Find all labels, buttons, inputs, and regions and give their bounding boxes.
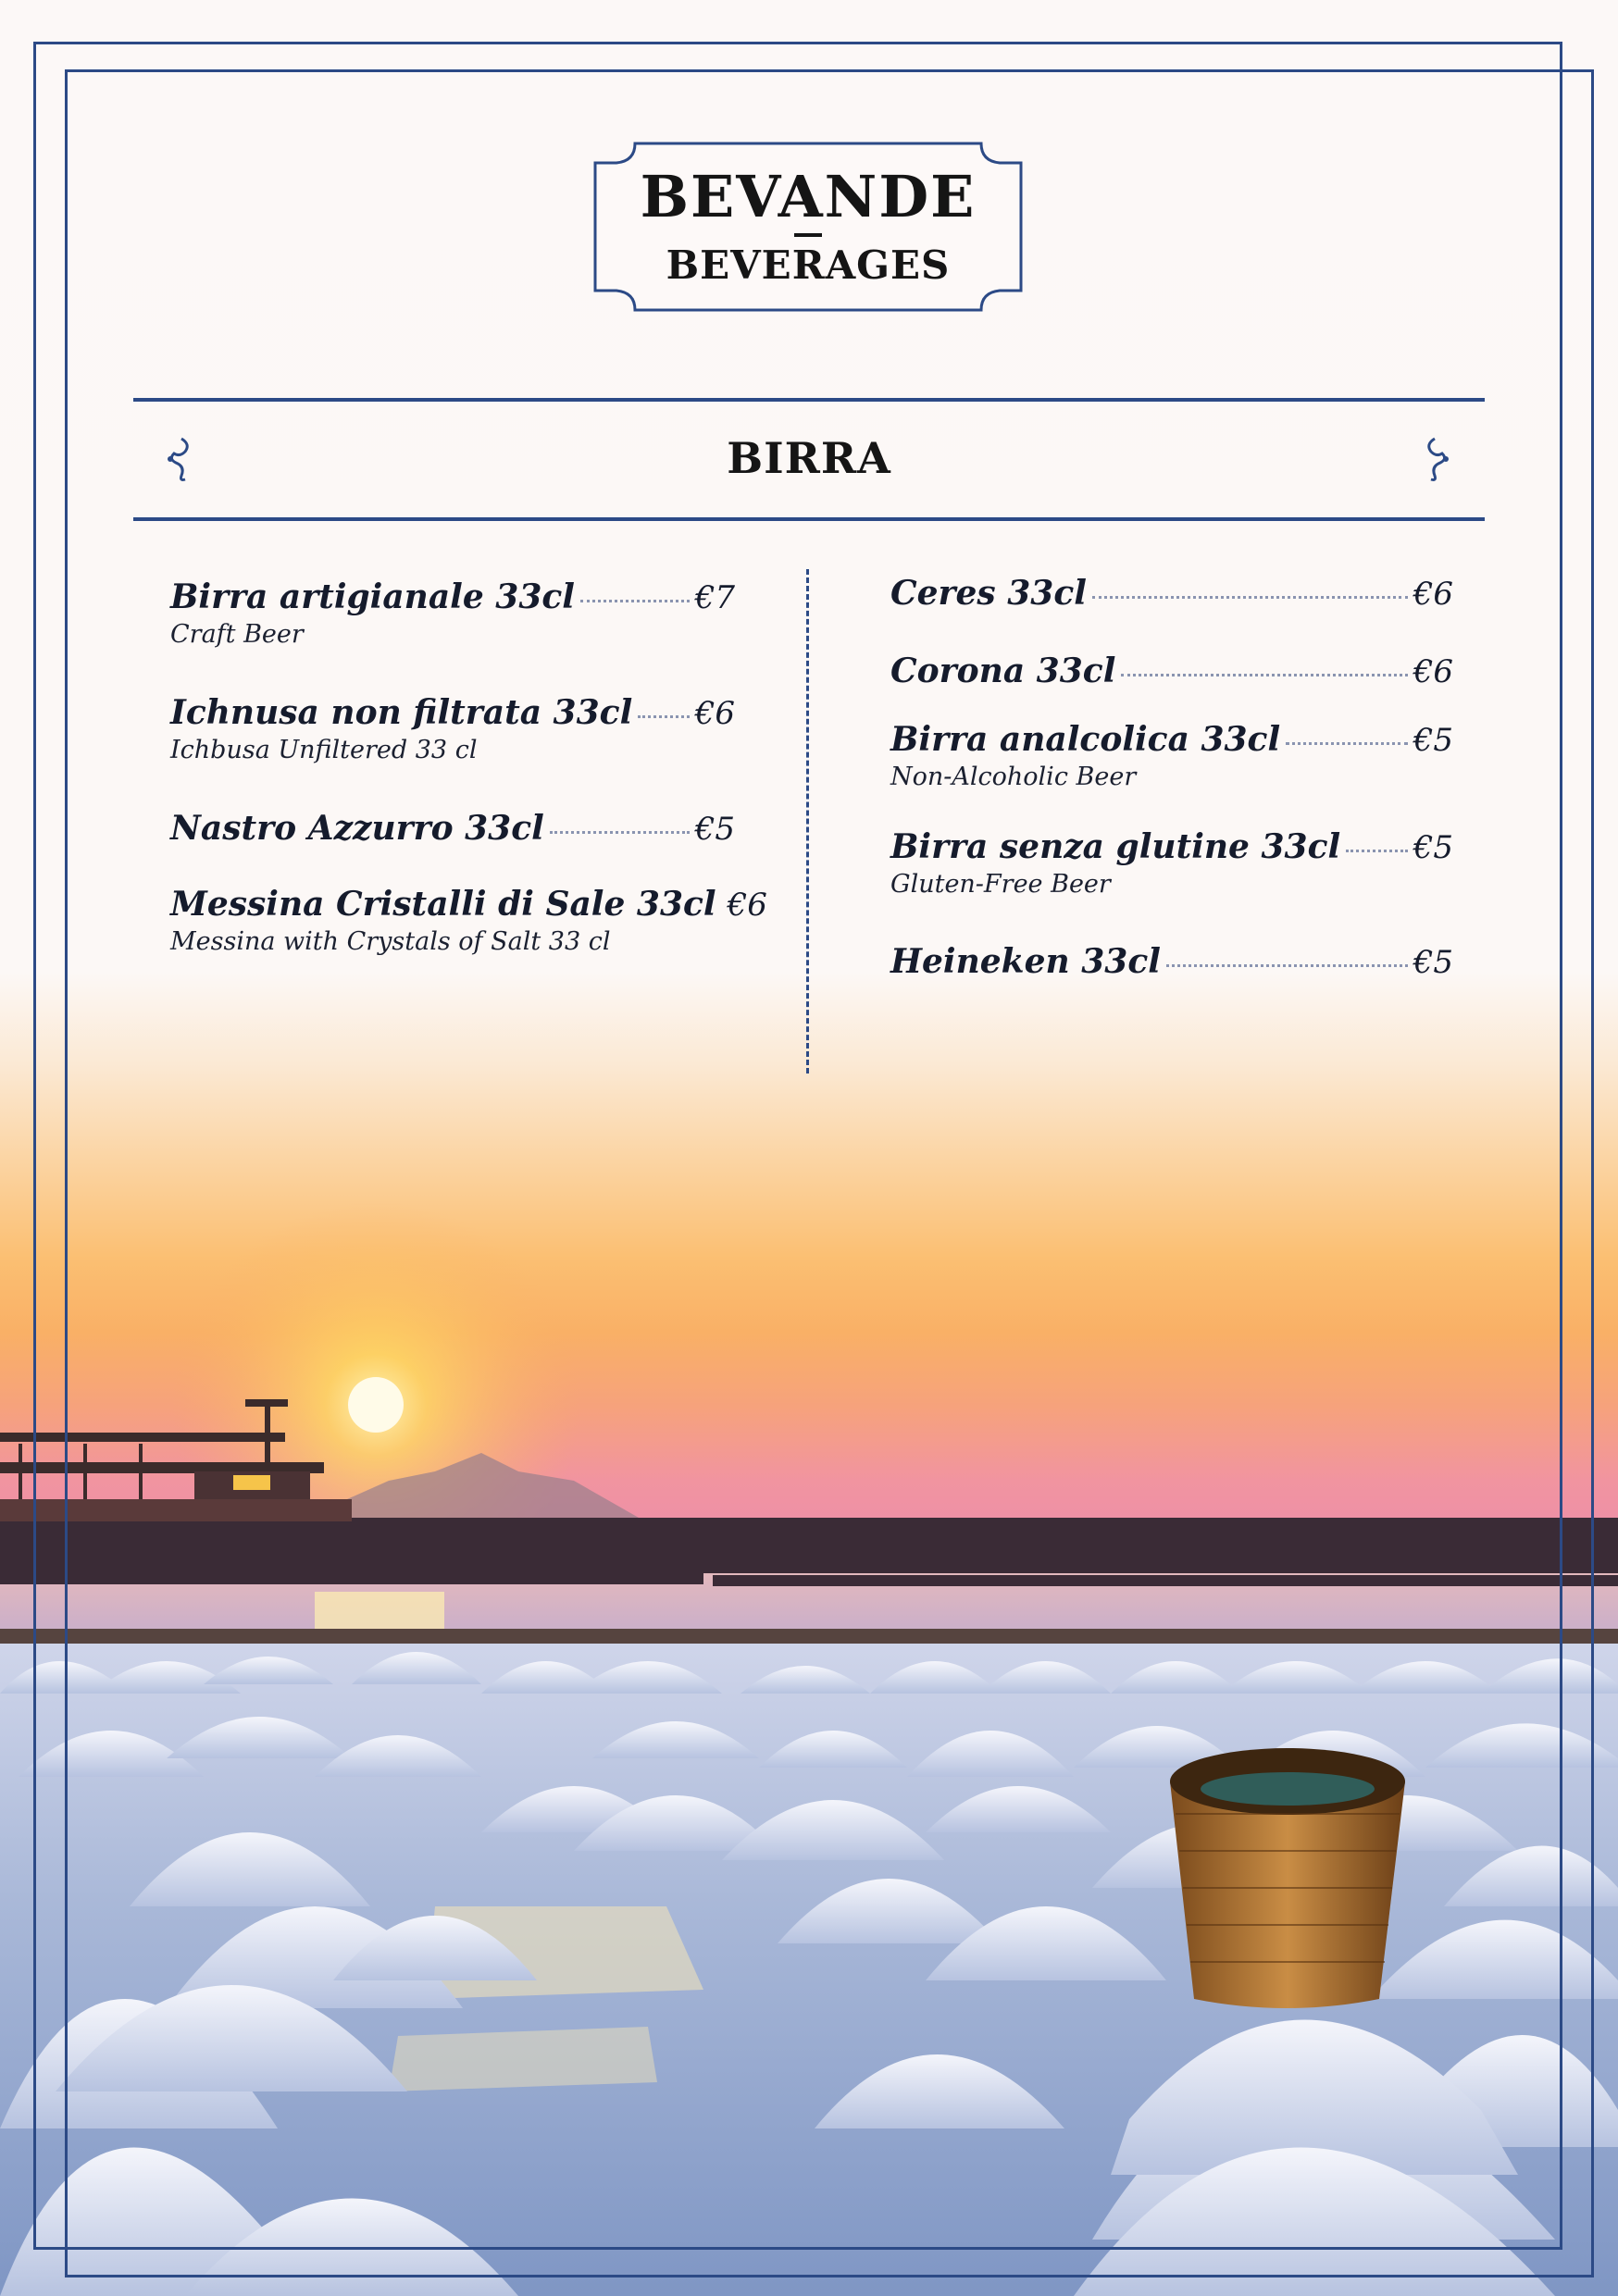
item-name: Ceres 33cl — [890, 574, 1087, 613]
title-italian: BEVANDE — [640, 163, 977, 230]
leader-dots — [1092, 596, 1408, 599]
item-subtitle: Gluten-Free Beer — [890, 870, 1111, 899]
item-price: €5 — [694, 811, 735, 848]
item-subtitle: Non-Alcoholic Beer — [890, 763, 1137, 791]
item-price: €6 — [1413, 576, 1453, 613]
item-price: €6 — [1413, 653, 1453, 690]
title-english: BEVERAGES — [666, 242, 951, 288]
menu-item — [170, 809, 735, 848]
ornament-icon — [1416, 435, 1453, 483]
item-subtitle: Ichbusa Unfiltered 33 cl — [170, 736, 478, 764]
menu-item — [890, 574, 1453, 613]
leader-dots — [1346, 850, 1408, 852]
column-divider — [806, 569, 809, 1074]
leader-dots — [1121, 674, 1407, 676]
leader-dots — [1166, 964, 1408, 967]
item-name: Messina Cristalli di Sale 33cl — [170, 885, 716, 924]
menu-item — [170, 693, 735, 764]
item-price: €7 — [694, 579, 735, 616]
item-subtitle: Messina with Crystals of Salt 33 cl — [170, 927, 611, 956]
section-bottom-rule — [133, 517, 1485, 521]
menu-item — [890, 652, 1453, 690]
item-price: €5 — [1413, 722, 1453, 759]
item-price: €5 — [1413, 829, 1453, 866]
menu-item — [890, 720, 1453, 791]
item-name: Nastro Azzurro 33cl — [170, 809, 544, 848]
leader-dots — [550, 831, 690, 834]
menu-item — [890, 827, 1453, 899]
item-name: Birra senza glutine 33cl — [890, 827, 1341, 866]
menu-item — [890, 942, 1453, 981]
item-name: Heineken 33cl — [890, 942, 1161, 981]
item-price: €6 — [694, 695, 735, 732]
leader-dots — [1286, 742, 1408, 745]
item-subtitle: Craft Beer — [170, 620, 304, 649]
leader-dots — [638, 715, 689, 718]
item-name: Ichnusa non filtrata 33cl — [170, 693, 633, 732]
menu-item — [170, 885, 767, 956]
section-top-rule — [133, 398, 1485, 402]
item-price: €6 — [727, 887, 767, 924]
menu-item — [170, 577, 735, 649]
item-price: €5 — [1413, 944, 1453, 981]
section-title: BIRRA — [727, 433, 891, 483]
item-name: Birra artigianale 33cl — [170, 577, 575, 616]
title-separator — [794, 233, 822, 237]
title-badge — [592, 141, 1024, 313]
item-name: Birra analcolica 33cl — [890, 720, 1281, 759]
item-name: Corona 33cl — [890, 652, 1116, 690]
leader-dots — [580, 600, 690, 602]
